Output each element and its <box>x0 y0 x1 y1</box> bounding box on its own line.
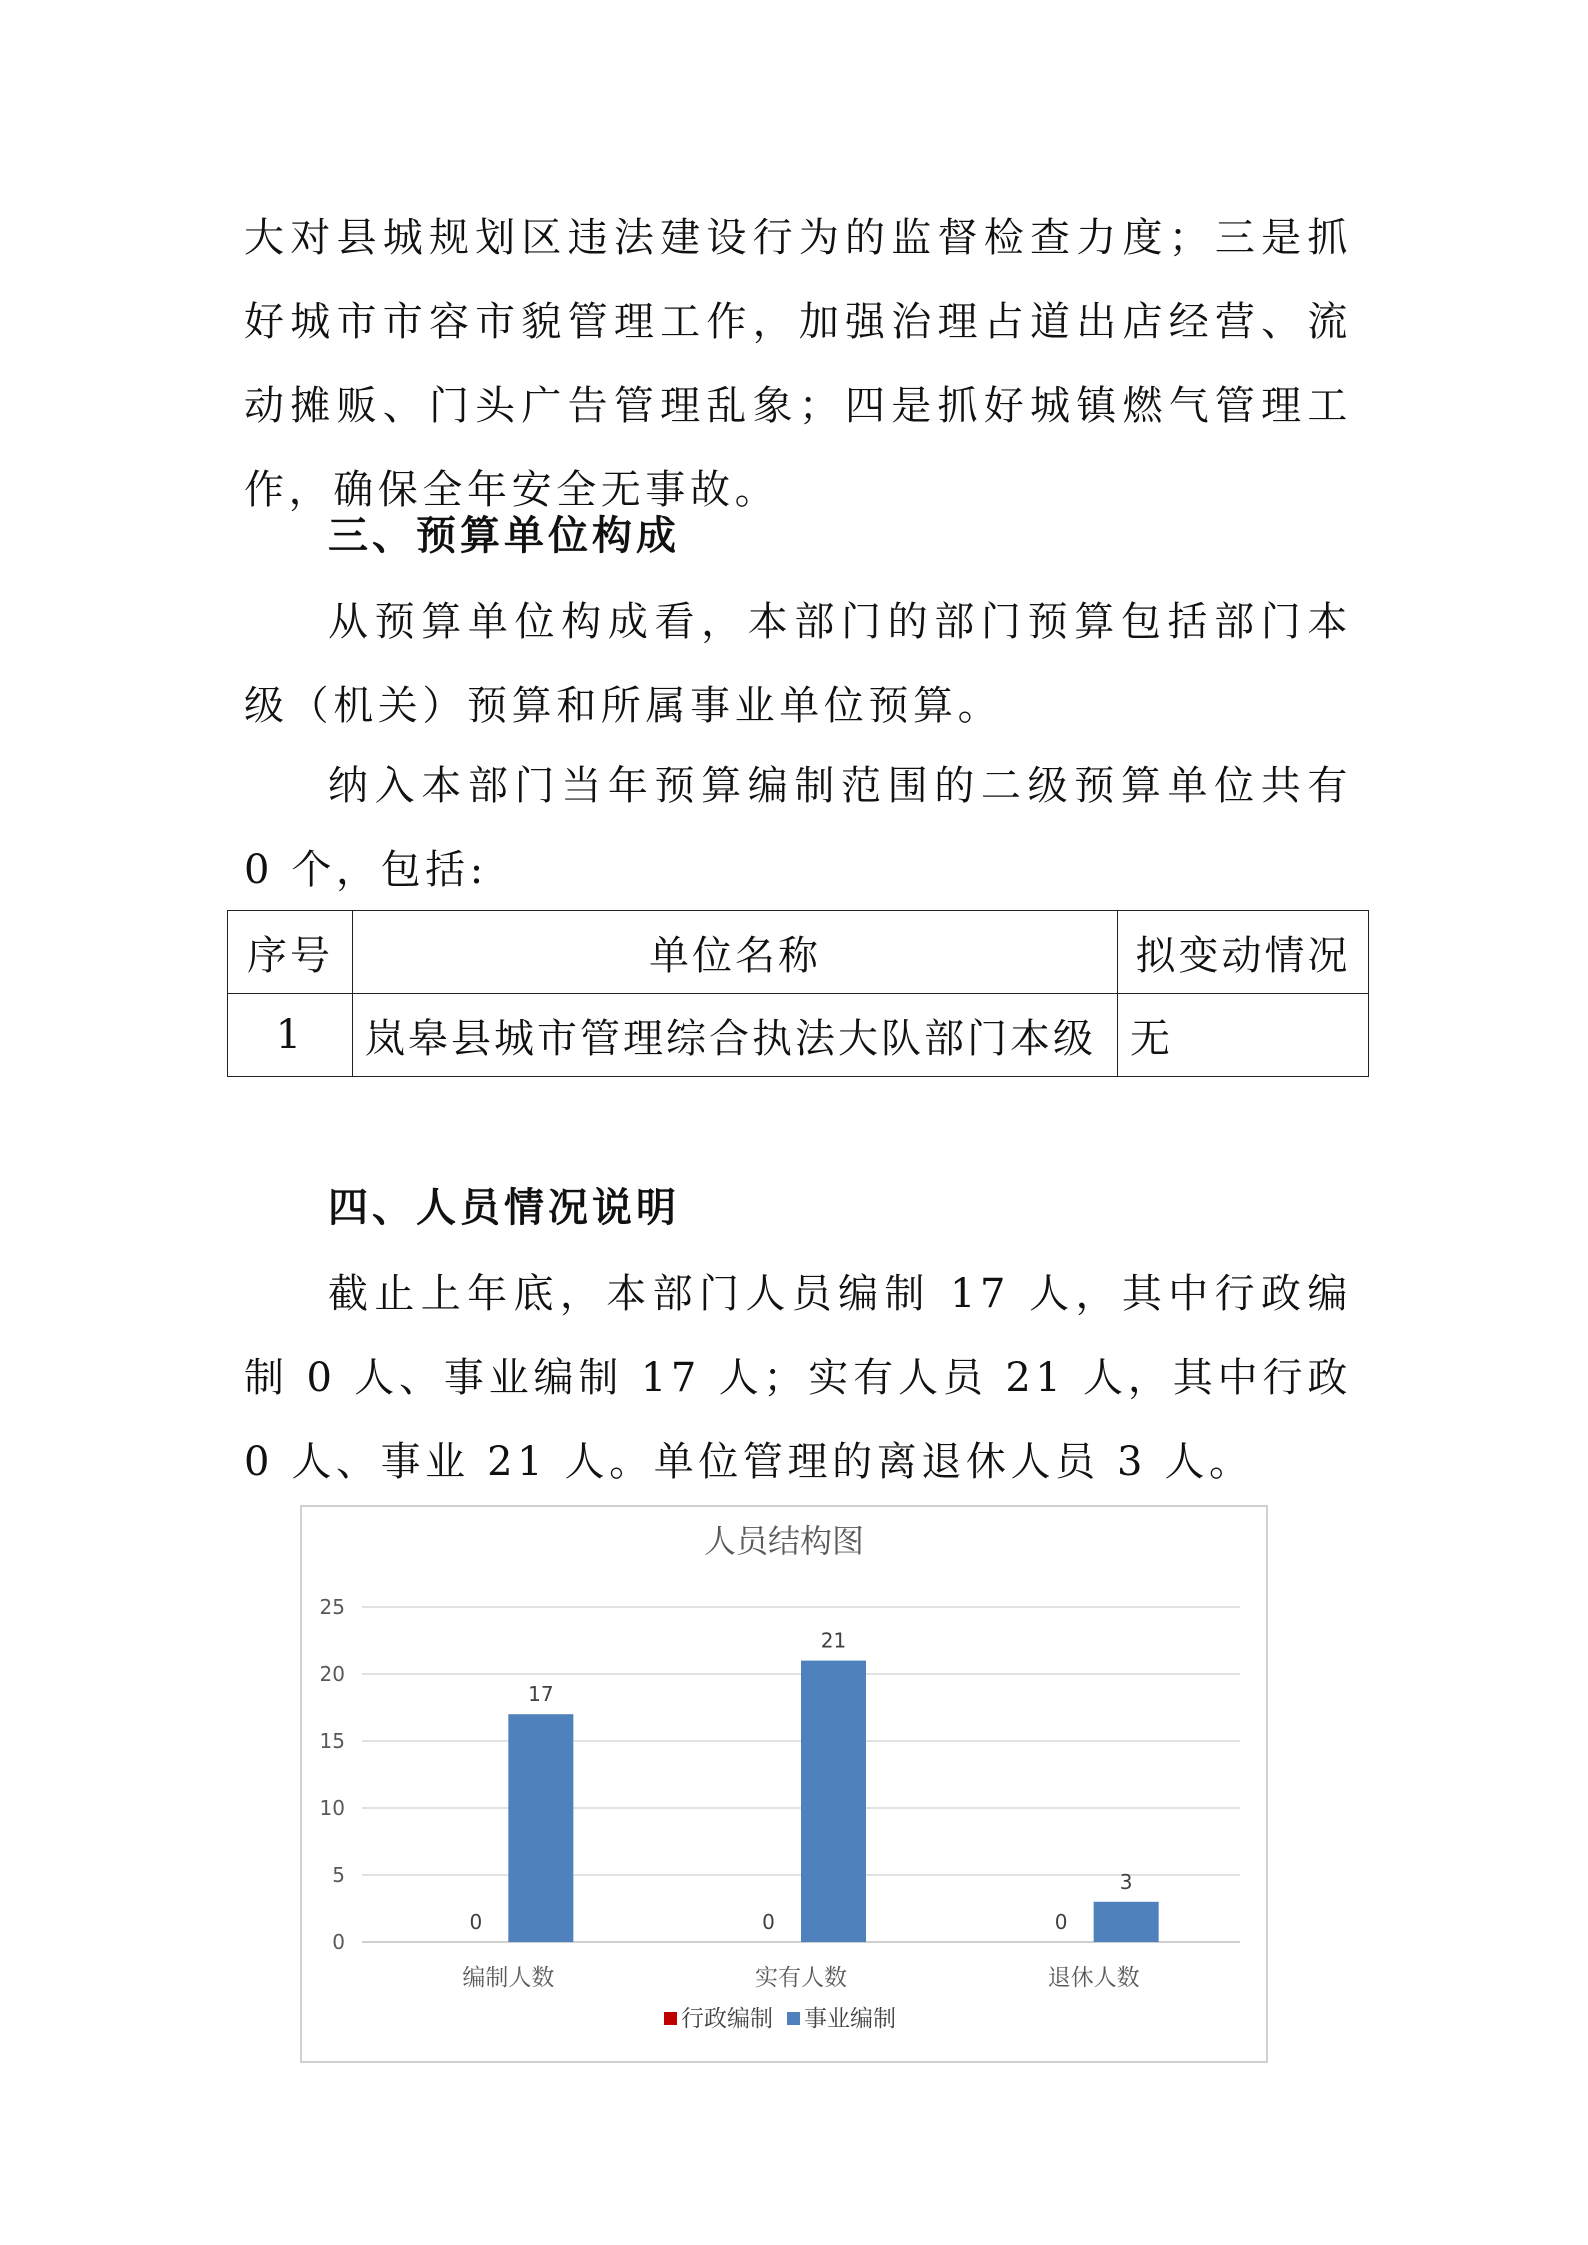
data-label: 0 <box>469 1910 483 1934</box>
data-label: 3 <box>1119 1869 1133 1894</box>
y-tick-label: 15 <box>319 1729 345 1753</box>
data-label: 0 <box>1054 1910 1068 1934</box>
chart-title: 人员结构图 <box>703 1522 865 1560</box>
section-heading-staff: 四、人员情况说明 <box>328 1185 680 1231</box>
y-tick-label: 20 <box>319 1662 345 1686</box>
data-label: 17 <box>528 1682 554 1707</box>
x-tick-label: 实有人数 <box>755 1965 847 1991</box>
x-tick-label: 退休人数 <box>1047 1965 1140 1991</box>
table-cell: 无 <box>1118 994 1369 1077</box>
legend-label: 行政编制 <box>681 2006 773 2032</box>
data-label: 21 <box>820 1628 847 1653</box>
table-cell: 1 <box>228 994 353 1077</box>
table-header-cell: 单位名称 <box>353 911 1118 994</box>
budget-units-table <box>227 910 1369 1077</box>
bar-career <box>801 1661 866 1942</box>
paragraph-city-management: 大对县城规划区违法建设行为的监督检查力度；三是抓好城市市容市貌管理工作，加强治理占道出店经营、流动摊贩、门头广告管理乱象；四是抓好城镇燃气管理工作，确保全年安全无事故。 <box>244 215 1352 513</box>
section-heading-budget-units: 三、预算单位构成 <box>328 513 680 559</box>
bar-career <box>1094 1902 1159 1942</box>
legend-swatch <box>664 2012 677 2025</box>
data-label: 0 <box>762 1910 775 1934</box>
legend-label: 事业编制 <box>804 2006 896 2032</box>
chart-canvas <box>302 1507 1266 2061</box>
staff-structure-chart <box>300 1505 1268 2063</box>
table-header-cell: 拟变动情况 <box>1118 911 1369 994</box>
table-row <box>228 994 1369 1077</box>
paragraph-staff-details: 截止上年底，本部门人员编制 17 人，其中行政编制 0 人、事业编制 17 人；实有人员 21 人，其中行政 0 人、事业 21 人。单位管理的离退休人员 3 人。 <box>244 1271 1352 1485</box>
table-cell: 岚皋县城市管理综合执法大队部门本级 <box>353 994 1118 1077</box>
legend-swatch <box>787 2012 800 2025</box>
paragraph-budget-composition: 从预算单位构成看，本部门的部门预算包括部门本级（机关）预算和所属事业单位预算。 <box>244 599 1352 729</box>
x-tick-label: 编制人数 <box>462 1965 555 1991</box>
bar-career <box>508 1714 573 1942</box>
y-tick-label: 5 <box>332 1863 345 1887</box>
y-tick-label: 10 <box>319 1796 345 1820</box>
y-tick-label: 0 <box>332 1930 345 1954</box>
paragraph-secondary-units: 纳入本部门当年预算编制范围的二级预算单位共有 0 个，包括: <box>244 763 1352 893</box>
table-header-row <box>228 911 1369 994</box>
y-tick-label: 25 <box>319 1595 345 1619</box>
table-header-cell: 序号 <box>228 911 353 994</box>
